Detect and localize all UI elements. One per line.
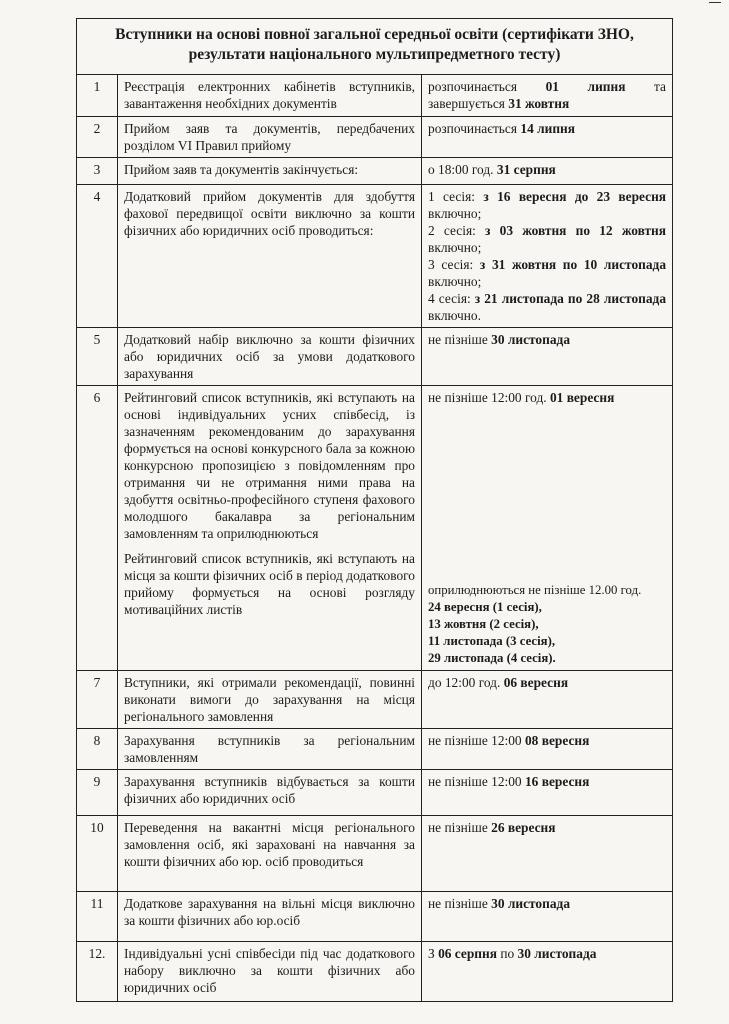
row-description: Вступники, які отримали рекомендації, повинні виконати вимоги до зарахування на місця регіонального замовлення bbox=[118, 671, 422, 729]
row-date: не пізніше 30 листопада bbox=[422, 328, 673, 386]
row-description: Переведення на вакантні місця регіонального замовлення осіб, які зараховані на навчання за кошти фізичних або юр. осіб проводиться bbox=[118, 816, 422, 892]
row-sessions bbox=[422, 185, 673, 328]
row-number: 6 bbox=[77, 386, 118, 671]
publish-date: 11 листопада (3 сесія), bbox=[428, 634, 556, 648]
row-description: Додатковий набір виключно за кошти фізичних або юридичних осіб за умови додаткового зарахування bbox=[118, 328, 422, 386]
row-date: до 12:00 год. 06 вересня bbox=[422, 671, 673, 729]
table-row bbox=[77, 328, 673, 386]
row-number: 2 bbox=[77, 117, 118, 158]
row-date: З 06 серпня по 30 листопада bbox=[422, 942, 673, 1002]
row-number: 5 bbox=[77, 328, 118, 386]
schedule-document bbox=[76, 18, 672, 1002]
table-row bbox=[77, 892, 673, 942]
table-row bbox=[77, 75, 673, 117]
table-row bbox=[77, 671, 673, 729]
row-number: 3 bbox=[77, 158, 118, 185]
publish-date: 13 жовтня (2 сесія), bbox=[428, 617, 539, 631]
row-date: не пізніше 12:00 16 вересня bbox=[422, 770, 673, 816]
session-item: 3 сесія: з 31 жовтня по 10 листопада включно; bbox=[428, 257, 667, 289]
row-description: Додаткове зарахування на вільні місця виключно за кошти фізичних або юр.осіб bbox=[118, 892, 422, 942]
corner-mark bbox=[709, 2, 721, 3]
row-date: розпочинається 14 липня bbox=[422, 117, 673, 158]
row-description bbox=[118, 386, 422, 671]
table-title: Вступники на основі повної загальної середньої освіти (сертифікати ЗНО, результати національного мультипредметного тесту) bbox=[77, 19, 673, 75]
row-date: не пізніше 12:00 08 вересня bbox=[422, 729, 673, 770]
table-row bbox=[77, 770, 673, 816]
rating-list-text: Рейтинговий список вступників, які вступають на основі індивідуальних усних співбесід, із зазначенням рекомендованим до зарахування формується на основі конкурсного бала за кожною конкурсною пропозицією з повідомленням про отримання чи не отримання ними права на здобуття освітньо-професійного ступеня фахового молодшого бакалавра за регіональним замовленням та оприлюднюються bbox=[124, 390, 415, 541]
row-description: Реєстрація електронних кабінетів вступників, завантаження необхідних документів bbox=[118, 75, 422, 117]
row-description: Зарахування вступників відбувається за кошти фізичних або юридичних осіб bbox=[118, 770, 422, 816]
table-row bbox=[77, 117, 673, 158]
table-row bbox=[77, 158, 673, 185]
row-description: Зарахування вступників за регіональним замовленням bbox=[118, 729, 422, 770]
publish-note: оприлюднюються не пізніше 12.00 год. bbox=[428, 583, 642, 597]
session-item: 1 сесія: з 16 вересня до 23 вересня включно; bbox=[428, 189, 667, 221]
schedule-table bbox=[76, 18, 673, 1002]
rating-list-date: не пізніше 12:00 год. 01 вересня bbox=[428, 390, 615, 405]
row-number: 1 bbox=[77, 75, 118, 117]
row-number: 4 bbox=[77, 185, 118, 328]
row-date: не пізніше 30 листопада bbox=[422, 892, 673, 942]
rating-list-text-additional: Рейтинговий список вступників, які вступають на місця за кошти фізичних осіб в період додаткового прийому формується на основі розгляду мотиваційних листів bbox=[124, 551, 415, 617]
row-description: Індивідуальні усні співбесіди під час додаткового набору виключно за кошти фізичних або юридичних осіб bbox=[118, 942, 422, 1002]
table-row bbox=[77, 386, 673, 671]
table-row bbox=[77, 942, 673, 1002]
row-number: 8 bbox=[77, 729, 118, 770]
publish-date: 29 листопада (4 сесія). bbox=[428, 651, 556, 665]
row-number: 9 bbox=[77, 770, 118, 816]
row-date bbox=[422, 386, 673, 671]
row-date: не пізніше 26 вересня bbox=[422, 816, 673, 892]
session-item: 2 сесія: з 03 жовтня по 12 жовтня включно; bbox=[428, 223, 667, 255]
row-description: Додатковий прийом документів для здобуття фахової передвищої освіти виключно за кошти фізичних або юридичних осіб проводиться: bbox=[118, 185, 422, 328]
row-description: Прийом заяв та документів закінчується: bbox=[118, 158, 422, 185]
table-header-row bbox=[77, 19, 673, 75]
table-row bbox=[77, 185, 673, 328]
row-number: 7 bbox=[77, 671, 118, 729]
table-row bbox=[77, 816, 673, 892]
table-row bbox=[77, 729, 673, 770]
publish-date: 24 вересня (1 сесія), bbox=[428, 600, 542, 614]
session-item: 4 сесія: з 21 листопада по 28 листопада включно. bbox=[428, 291, 667, 323]
row-number: 12. bbox=[77, 942, 118, 1002]
row-date: о 18:00 год. 31 серпня bbox=[422, 158, 673, 185]
row-number: 10 bbox=[77, 816, 118, 892]
row-description: Прийом заяв та документів, передбачених розділом VI Правил прийому bbox=[118, 117, 422, 158]
row-number: 11 bbox=[77, 892, 118, 942]
row-date: розпочинається 01 липня та завершується 31 жовтня bbox=[422, 75, 673, 117]
